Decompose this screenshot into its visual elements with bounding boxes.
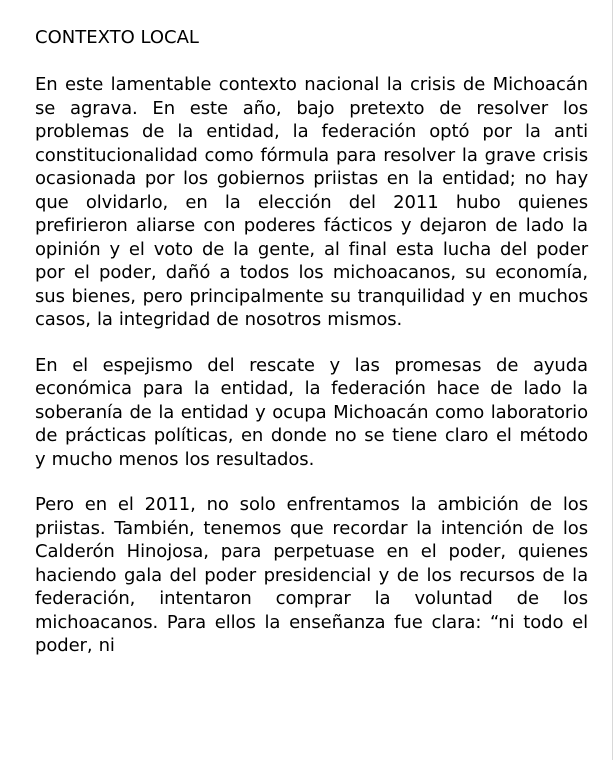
paragraph-rescue-mirage: En el espejismo del rescate y las promesas de ayuda económica para la entidad, la federación hace de lado la soberanía de la entidad y ocupa Michoacán como laboratorio de prácticas políticas, en donde no se tiene claro el método y mucho menos los resultados. (35, 354, 588, 470)
paragraph-local-context: En este lamentable contexto nacional la crisis de Michoacán se agrava. En este año, bajo pretexto de resolver los problemas de la entidad, la federación optó por la anti constitucionalidad como fórmula para resolver la grave crisis ocasionada por los gobiernos priistas en la entidad; no hay que olvidarlo, en la elección del 2011 hubo quienes prefirieron aliarse con poderes fácticos y dejaron de lado la opinión y el voto de la gente, al final esta lucha del poder por el poder, dañó a todos los michoacanos, su economía, sus bienes, pero principalmente su tranquilidad y en muchos casos, la integridad de nosotros mismos. (35, 74, 588, 330)
paragraph-2011-ambition: Pero en el 2011, no solo enfrentamos la ambición de los priistas. También, tenemos que recordar la intención de los Calderón Hinojosa, para perpetuase en el poder, quienes haciendo gala del poder presidencial y de los recursos de la federación, intentaron comprar la voluntad de los michoacanos. Para ellos la enseñanza fue clara: “ni todo el poder, ni (35, 494, 588, 656)
section-heading: CONTEXTO LOCAL (35, 27, 199, 48)
document-page (35, 25, 588, 658)
